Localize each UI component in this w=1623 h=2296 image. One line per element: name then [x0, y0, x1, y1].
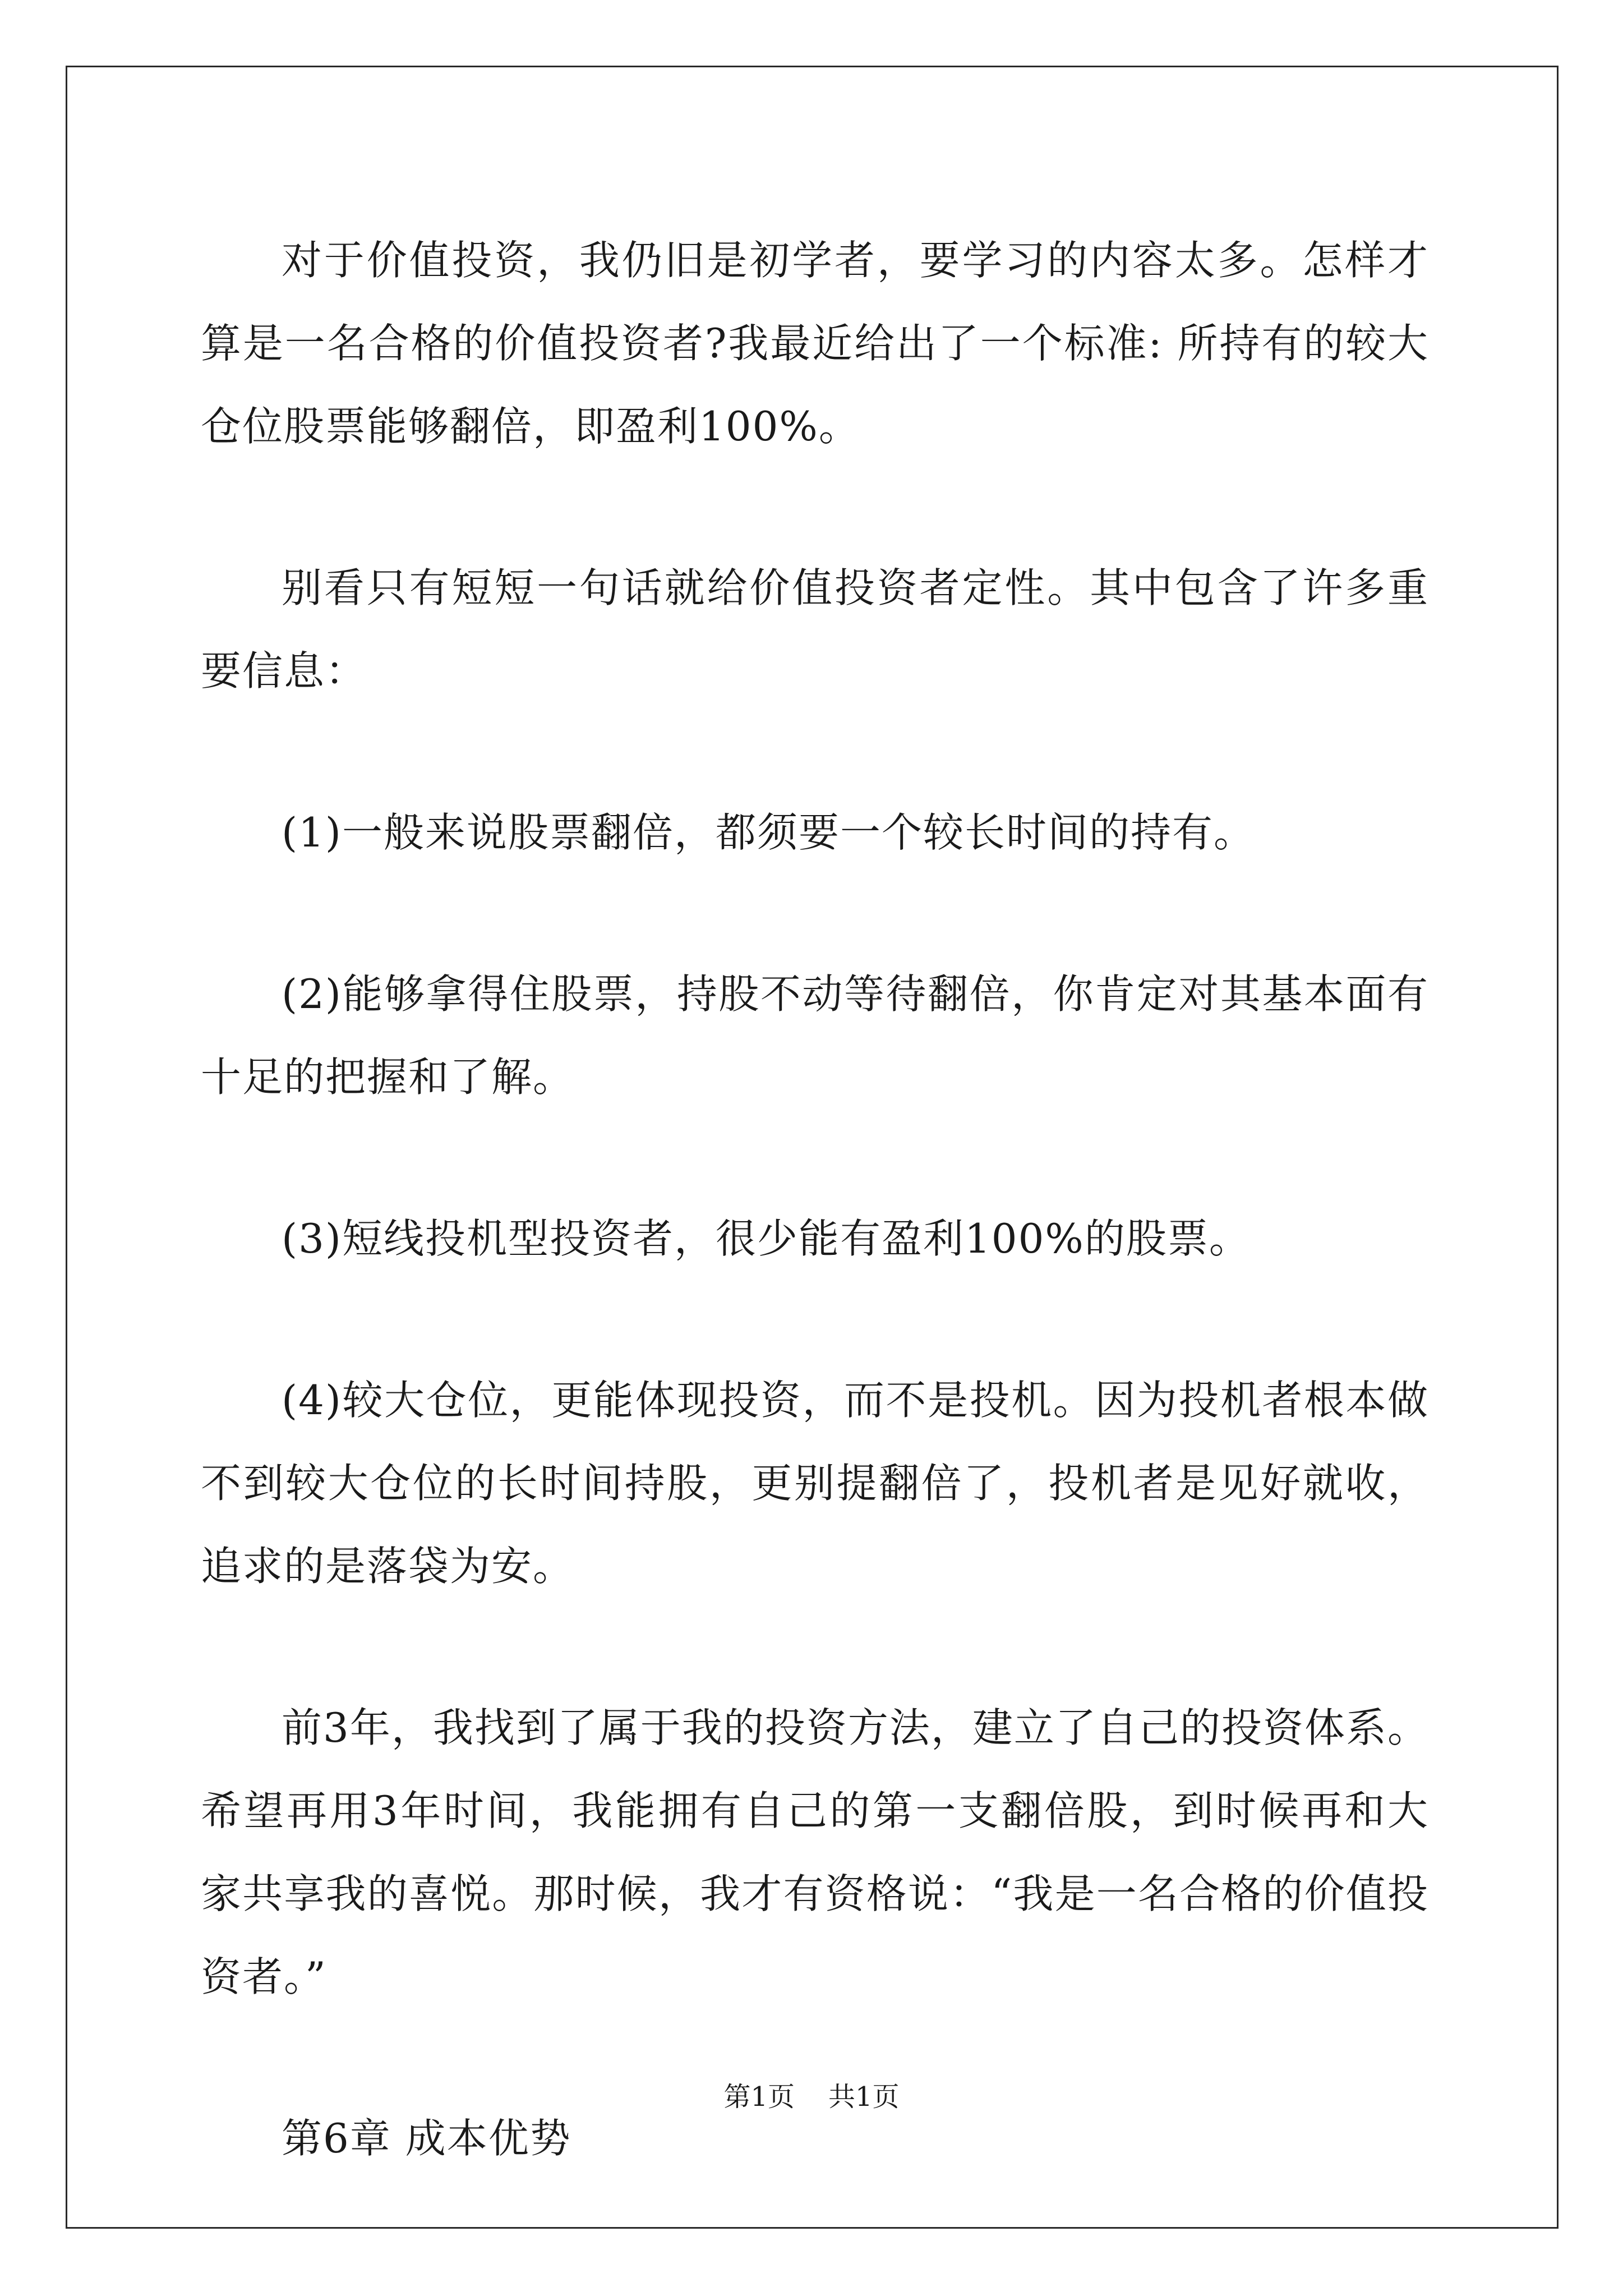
- list-item-1: (1)一般来说股票翻倍，都须要一个较长时间的持有。: [282, 809, 1255, 856]
- list-item-2: (2)能够拿得住股票，持股不动等待翻倍，你肯定对其基本面有十足的把握和了解。: [201, 970, 1429, 1101]
- chapter-heading: 第6章 成本优势: [282, 2115, 571, 2162]
- paragraph-summary: 别看只有短短一句话就给价值投资者定性。其中包含了许多重要信息：: [201, 564, 1429, 694]
- document-body: [201, 219, 1429, 2258]
- page-number: 第1页: [723, 2081, 795, 2113]
- paragraph-intro: 对于价值投资，我仍旧是初学者，要学习的内容太多。怎样才算是一名合格的价值投资者?我最近给出了一个标准: 所持有的较大仓位股票能够翻倍，即盈利100%。: [201, 237, 1429, 450]
- page-total: 共1页: [828, 2081, 900, 2113]
- page-footer: [0, 2080, 1623, 2114]
- paragraph-conclusion: 前3年，我找到了属于我的投资方法，建立了自己的投资体系。希望再用3年时间，我能拥有自己的第一支翻倍股，到时候再和大家共享我的喜悦。那时候，我才有资格说：“我是一名合格的价值投资者。”: [201, 1704, 1429, 2000]
- list-item-4: (4)较大仓位，更能体现投资，而不是投机。因为投机者根本做不到较大仓位的长时间持股，更别提翻倍了，投机者是见好就收，追求的是落袋为安。: [201, 1377, 1429, 1590]
- list-item-3: (3)短线投机型投资者，很少能有盈利100%的股票。: [282, 1215, 1251, 1262]
